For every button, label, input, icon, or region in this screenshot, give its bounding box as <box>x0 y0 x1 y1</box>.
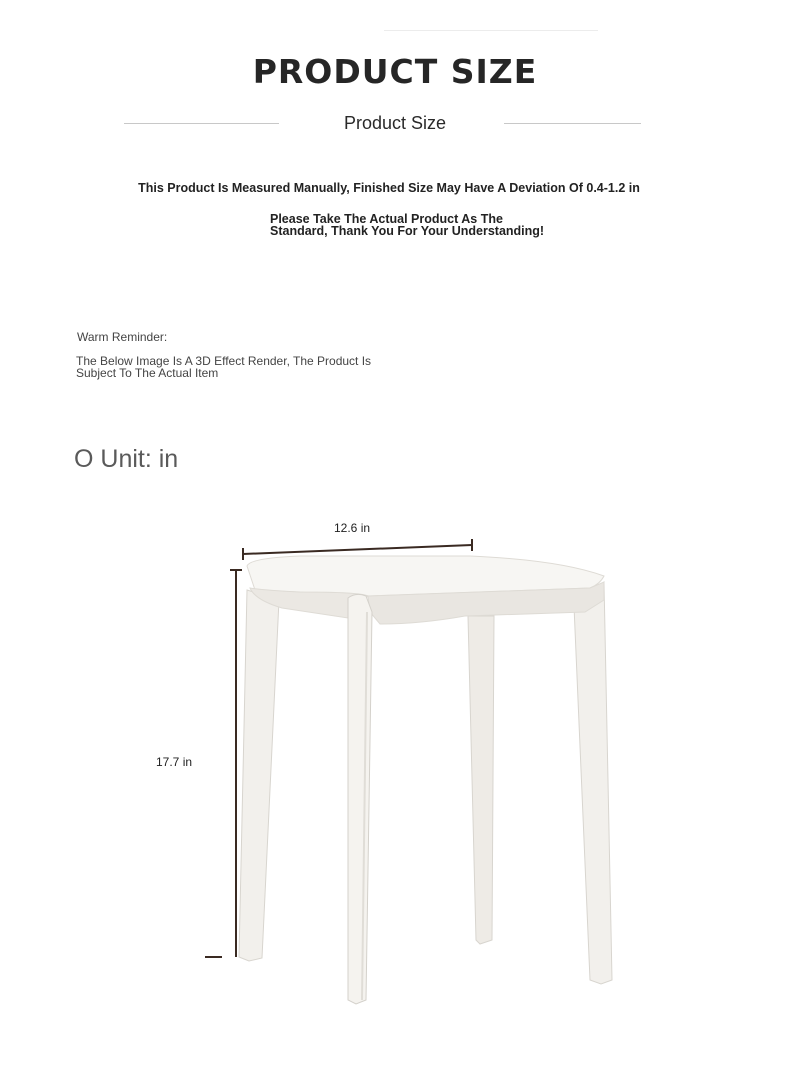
standard-notice-line-1: Please Take The Actual Product As The <box>270 212 503 226</box>
height-dimension-label: 17.7 in <box>156 755 193 769</box>
page-title: PRODUCT SIZE <box>252 52 538 91</box>
reminder-heading: Warm Reminder: <box>77 330 168 344</box>
height-dimension-line <box>205 570 242 957</box>
reminder-text-line-2: Subject To The Actual Item <box>76 366 219 380</box>
section-subtitle: Product Size <box>343 113 447 133</box>
standard-notice-line-2: Standard, Thank You For Your Understanding! <box>270 224 545 238</box>
measurement-notice: This Product Is Measured Manually, Finished Size May Have A Deviation Of 0.4-1.2 in <box>138 181 640 195</box>
width-dimension-label: 12.6 in <box>334 521 371 535</box>
right-leg <box>574 582 612 984</box>
unit-label: O Unit: in <box>74 445 179 473</box>
back-left-leg <box>468 616 494 944</box>
left-leg <box>239 590 279 961</box>
front-leg <box>348 594 372 1004</box>
reminder-text-line-1: The Below Image Is A 3D Effect Render, The Product Is <box>76 354 372 368</box>
